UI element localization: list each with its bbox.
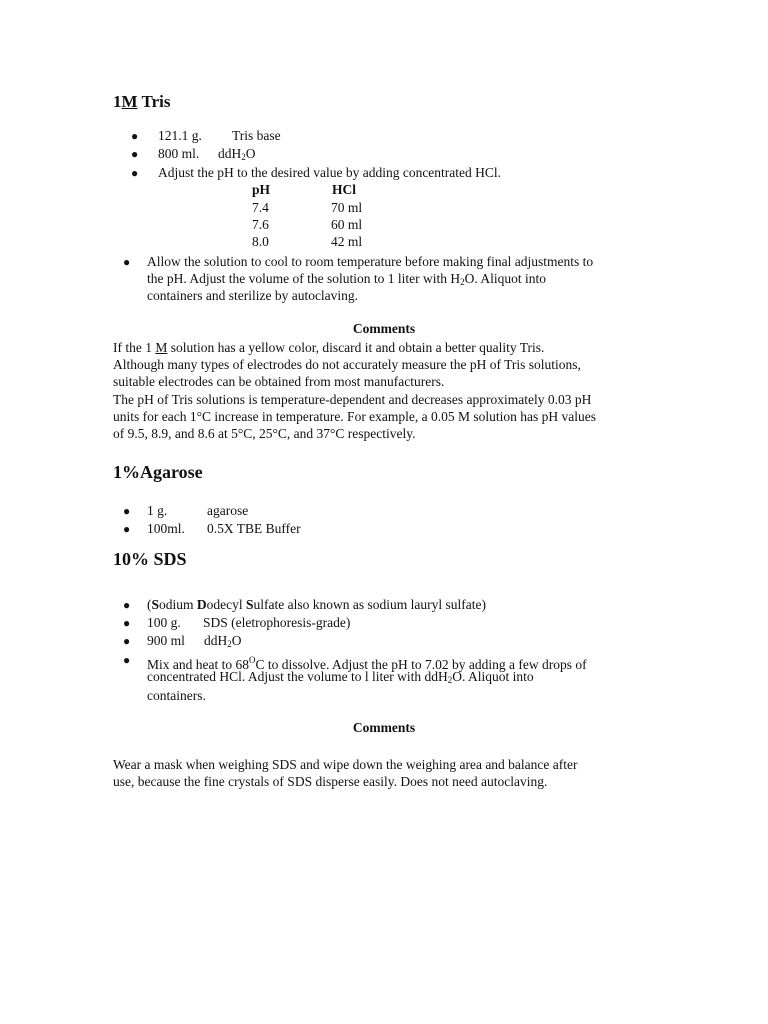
item-qty: 100 g. <box>147 615 181 630</box>
desc-part: ( <box>147 597 152 612</box>
cool-line-2-subscript: 2 <box>460 277 465 287</box>
table-cell: 7.6 <box>252 217 269 232</box>
cool-line-3: containers and sterilize by autoclaving. <box>147 288 359 303</box>
table-cell: 8.0 <box>252 234 269 249</box>
bullet-icon: ● <box>131 129 139 143</box>
item-qty: 900 ml <box>147 633 185 648</box>
bullet-icon: ● <box>123 504 131 518</box>
item-name-subscript: 2 <box>241 152 246 162</box>
comments-line-4: The pH of Tris solutions is temperature-dependent and decreases approximately 0.03 pH <box>113 392 592 407</box>
desc-part: odium <box>159 597 197 612</box>
item-name-part: O <box>245 146 256 161</box>
mix-subscript: 2 <box>447 675 453 685</box>
mix-line-3: containers. <box>147 688 206 703</box>
item-name: agarose <box>207 503 249 518</box>
bullet-icon: ● <box>123 522 131 536</box>
item-name: 0.5X TBE Buffer <box>207 521 301 536</box>
item-name: SDS (eletrophoresis-grade) <box>203 615 351 630</box>
bullet-icon: ● <box>123 255 131 269</box>
bullet-icon: ● <box>123 598 131 612</box>
item-qty: 121.1 g. <box>158 128 202 143</box>
desc-part: ulfate also known as sodium lauryl sulfate) <box>253 597 486 612</box>
mix-part: Mix and heat to 68 <box>147 657 249 672</box>
comments-line-2: Although many types of electrodes do not accurately measure the pH of Tris solutions, <box>113 357 581 372</box>
item-name-subscript: 2 <box>227 639 232 649</box>
cool-line-2-part: the pH. Adjust the volume of the solution to 1 liter with H <box>147 271 461 286</box>
comments-unit: M <box>155 340 168 355</box>
item-qty: 100ml. <box>147 521 185 536</box>
mix-line-2 <box>147 668 534 689</box>
desc-bold-letter: S <box>151 597 160 612</box>
mix-part: O. Aliquot into <box>452 669 534 684</box>
sds-description <box>147 596 486 614</box>
table-cell: 7.4 <box>252 200 269 215</box>
bullet-icon: ● <box>131 147 139 161</box>
item-name: Tris base <box>232 128 281 143</box>
mix-part: concentrated HCl. Adjust the volume to l liter with ddH <box>147 669 448 684</box>
desc-bold-letter: S <box>246 597 254 612</box>
item-qty: 800 ml. <box>158 146 200 161</box>
tris-heading-unit: M <box>121 92 138 111</box>
table-header-ph: pH <box>252 182 271 197</box>
sds-comments-heading: Comments <box>352 720 416 735</box>
bullet-icon: ● <box>123 616 131 630</box>
mix-superscript: O <box>248 655 256 665</box>
mix-part: C to dissolve. Adjust the pH to 7.02 by adding a few drops of <box>255 657 587 672</box>
comments-heading: Comments <box>352 321 416 336</box>
item-qty: 1 g. <box>147 503 168 518</box>
adjust-text: Adjust the pH to the desired value by adding concentrated HCl. <box>158 165 502 180</box>
comments-line-6: of 9.5, 8.9, and 8.6 at 5°C, 25°C, and 37°C respectively. <box>113 426 416 441</box>
item-name-part: ddH <box>204 633 228 648</box>
desc-part: odecyl <box>206 597 247 612</box>
table-cell: 70 ml <box>331 200 363 215</box>
tris-heading-suffix: Tris <box>137 92 171 111</box>
tris-heading-prefix: 1 <box>113 92 122 111</box>
desc-bold-letter: D <box>196 597 207 612</box>
table-cell: 60 ml <box>331 217 363 232</box>
item-name <box>218 145 256 166</box>
cool-line-2-part: O. Aliquot into <box>464 271 546 286</box>
item-name-part: ddH <box>218 146 242 161</box>
comments-line-5: units for each 1°C increase in temperature. For example, a 0.05 M solution has pH values <box>113 409 597 424</box>
bullet-icon: ● <box>123 653 131 667</box>
comments-line-3: suitable electrodes can be obtained from most manufacturers. <box>113 374 445 389</box>
list-item <box>158 127 202 145</box>
sds-comments-line-2: use, because the fine crystals of SDS disperse easily. Does not need autoclaving. <box>113 774 548 789</box>
comments-line-1 <box>113 339 544 357</box>
comments-part: solution has a yellow color, discard it and obtain a better quality Tris. <box>167 340 545 355</box>
bullet-icon: ● <box>123 634 131 648</box>
comments-part: If the 1 <box>113 340 156 355</box>
item-name <box>204 632 242 653</box>
agarose-heading: 1%Agarose <box>113 462 203 482</box>
cool-line-1: Allow the solution to cool to room temperature before making final adjustments to <box>147 254 594 269</box>
table-header-hcl: HCl <box>332 182 357 197</box>
sds-heading: 10% SDS <box>113 549 187 569</box>
sds-comments-line-1: Wear a mask when weighing SDS and wipe down the weighing area and balance after <box>113 757 578 772</box>
item-name-part: O <box>231 633 242 648</box>
table-cell: 42 ml <box>331 234 363 249</box>
tris-heading <box>113 92 170 112</box>
bullet-icon: ● <box>131 166 139 180</box>
